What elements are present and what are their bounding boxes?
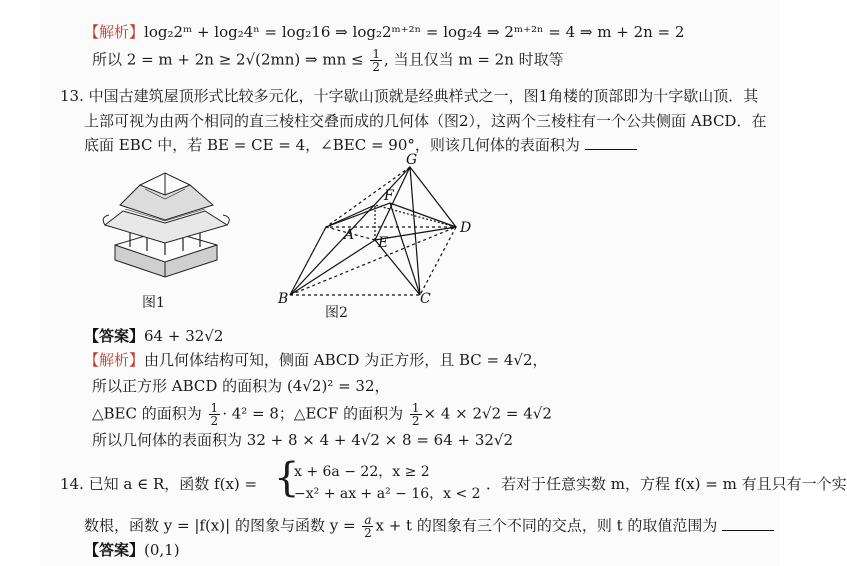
- q14-line1-post: ．若对于任意实数 m，方程 f(x) = m 有且只有一个实: [486, 475, 847, 493]
- label-G: G: [406, 152, 418, 168]
- q13-number: 13.: [60, 87, 84, 105]
- q14-text-pre: 已知 a ∈ R，函数 f(x) =: [88, 475, 258, 493]
- figure-2-geometry: [260, 152, 490, 307]
- q13-text-1: 中国古建筑屋顶形式比较多元化，十字歇山顶就是经典样式之一，图1角楼的顶部即为十字歇山顶．其: [88, 87, 759, 105]
- figure-2-caption: 图2: [325, 305, 348, 321]
- piecewise-case-1: x + 6a − 22，x ≥ 2: [294, 464, 430, 480]
- analysis-tag: 【解析】: [84, 351, 145, 369]
- q13-answer: [84, 326, 223, 346]
- fraction-half: $\frac{1}{2}$: [411, 401, 420, 428]
- solution-12-equation: log₂2ᵐ + log₂4ⁿ = log₂16 ⇒ log₂2ᵐ⁺²ⁿ = log₂4 ⇒ 2ᵐ⁺²ⁿ = 4 ⇒ m + 2n = 2: [144, 23, 685, 41]
- piecewise-case-2: −x² + ax + a² − 16，x < 2: [294, 486, 481, 502]
- q13-analysis-3c: × 4 × 2√2 = 4√2: [423, 404, 552, 423]
- q13-analysis-1: [84, 350, 548, 370]
- analysis-tag: 【解析】: [84, 23, 145, 41]
- figure-1-pagoda: [95, 165, 235, 290]
- answer-blank: [585, 135, 637, 150]
- q13-analysis-3a: △BEC 的面积为: [92, 404, 202, 423]
- q13-answer-value: 64 + 32√2: [144, 327, 224, 345]
- solution-12-condition: , 当且仅当 m = 2n 时取等: [384, 50, 564, 69]
- fraction-half: $\frac{1}{2}$: [210, 401, 219, 428]
- q13-analysis-3: [92, 402, 552, 427]
- q13-analysis-3b: · 4² = 8；△ECF 的面积为: [222, 404, 404, 423]
- q13-line2: 上部可视为由两个相同的直三棱柱交叠而成的几何体（图2），这两个三棱柱有一个公共侧面 ABCD．在: [84, 112, 767, 130]
- label-D: D: [460, 220, 472, 236]
- solution-12-line2: [92, 48, 564, 73]
- q14-line1: [60, 474, 257, 494]
- fraction-a-over-2: $\frac{a}{2}$: [364, 513, 372, 540]
- solution-12-inequality: 所以 2 = m + 2n ≥ 2√(2mn) ⇒ mn ≤: [92, 50, 364, 69]
- label-B: B: [278, 291, 289, 307]
- q14-number: 14.: [60, 475, 84, 493]
- q13-line3: [84, 135, 637, 155]
- label-C: C: [420, 291, 431, 307]
- q14-text-2b: x + t 的图象有三个不同的交点，则 t 的取值范围为: [375, 516, 718, 535]
- label-E: E: [378, 235, 389, 251]
- label-A: A: [344, 227, 355, 243]
- solution-12-line1: [84, 22, 684, 42]
- answer-tag: 【答案】: [84, 541, 145, 559]
- q14-answer: [84, 540, 180, 560]
- worksheet-page: [40, 0, 847, 566]
- q14-text-2a: 数根，函数 y = |f(x)| 的图象与函数 y =: [84, 516, 356, 535]
- q14-answer-value: (0,1): [144, 541, 180, 559]
- answer-tag: 【答案】: [84, 327, 145, 345]
- q13-line1: [60, 86, 758, 106]
- q14-line2: [84, 514, 774, 539]
- q13-analysis-text-1: 由几何体结构可知，侧面 ABCD 为正方形，且 BC = 4√2，: [144, 351, 548, 369]
- figure-1-caption: 图1: [142, 295, 165, 311]
- q13-analysis-4: 所以几何体的表面积为 32 + 8 × 4 + 4√2 × 8 = 64 + 32√2: [92, 431, 514, 449]
- answer-blank: [722, 516, 774, 531]
- label-F: F: [384, 188, 394, 204]
- q13-analysis-2: 所以正方形 ABCD 的面积为 (4√2)² = 32，: [92, 377, 390, 395]
- fraction-half: $\frac{1}{2}$: [372, 47, 381, 74]
- piecewise-brace: {: [274, 455, 300, 501]
- q13-text-3: 底面 EBC 中，若 BE = CE = 4，∠BEC = 90°，则该几何体的表面积为: [84, 136, 580, 154]
